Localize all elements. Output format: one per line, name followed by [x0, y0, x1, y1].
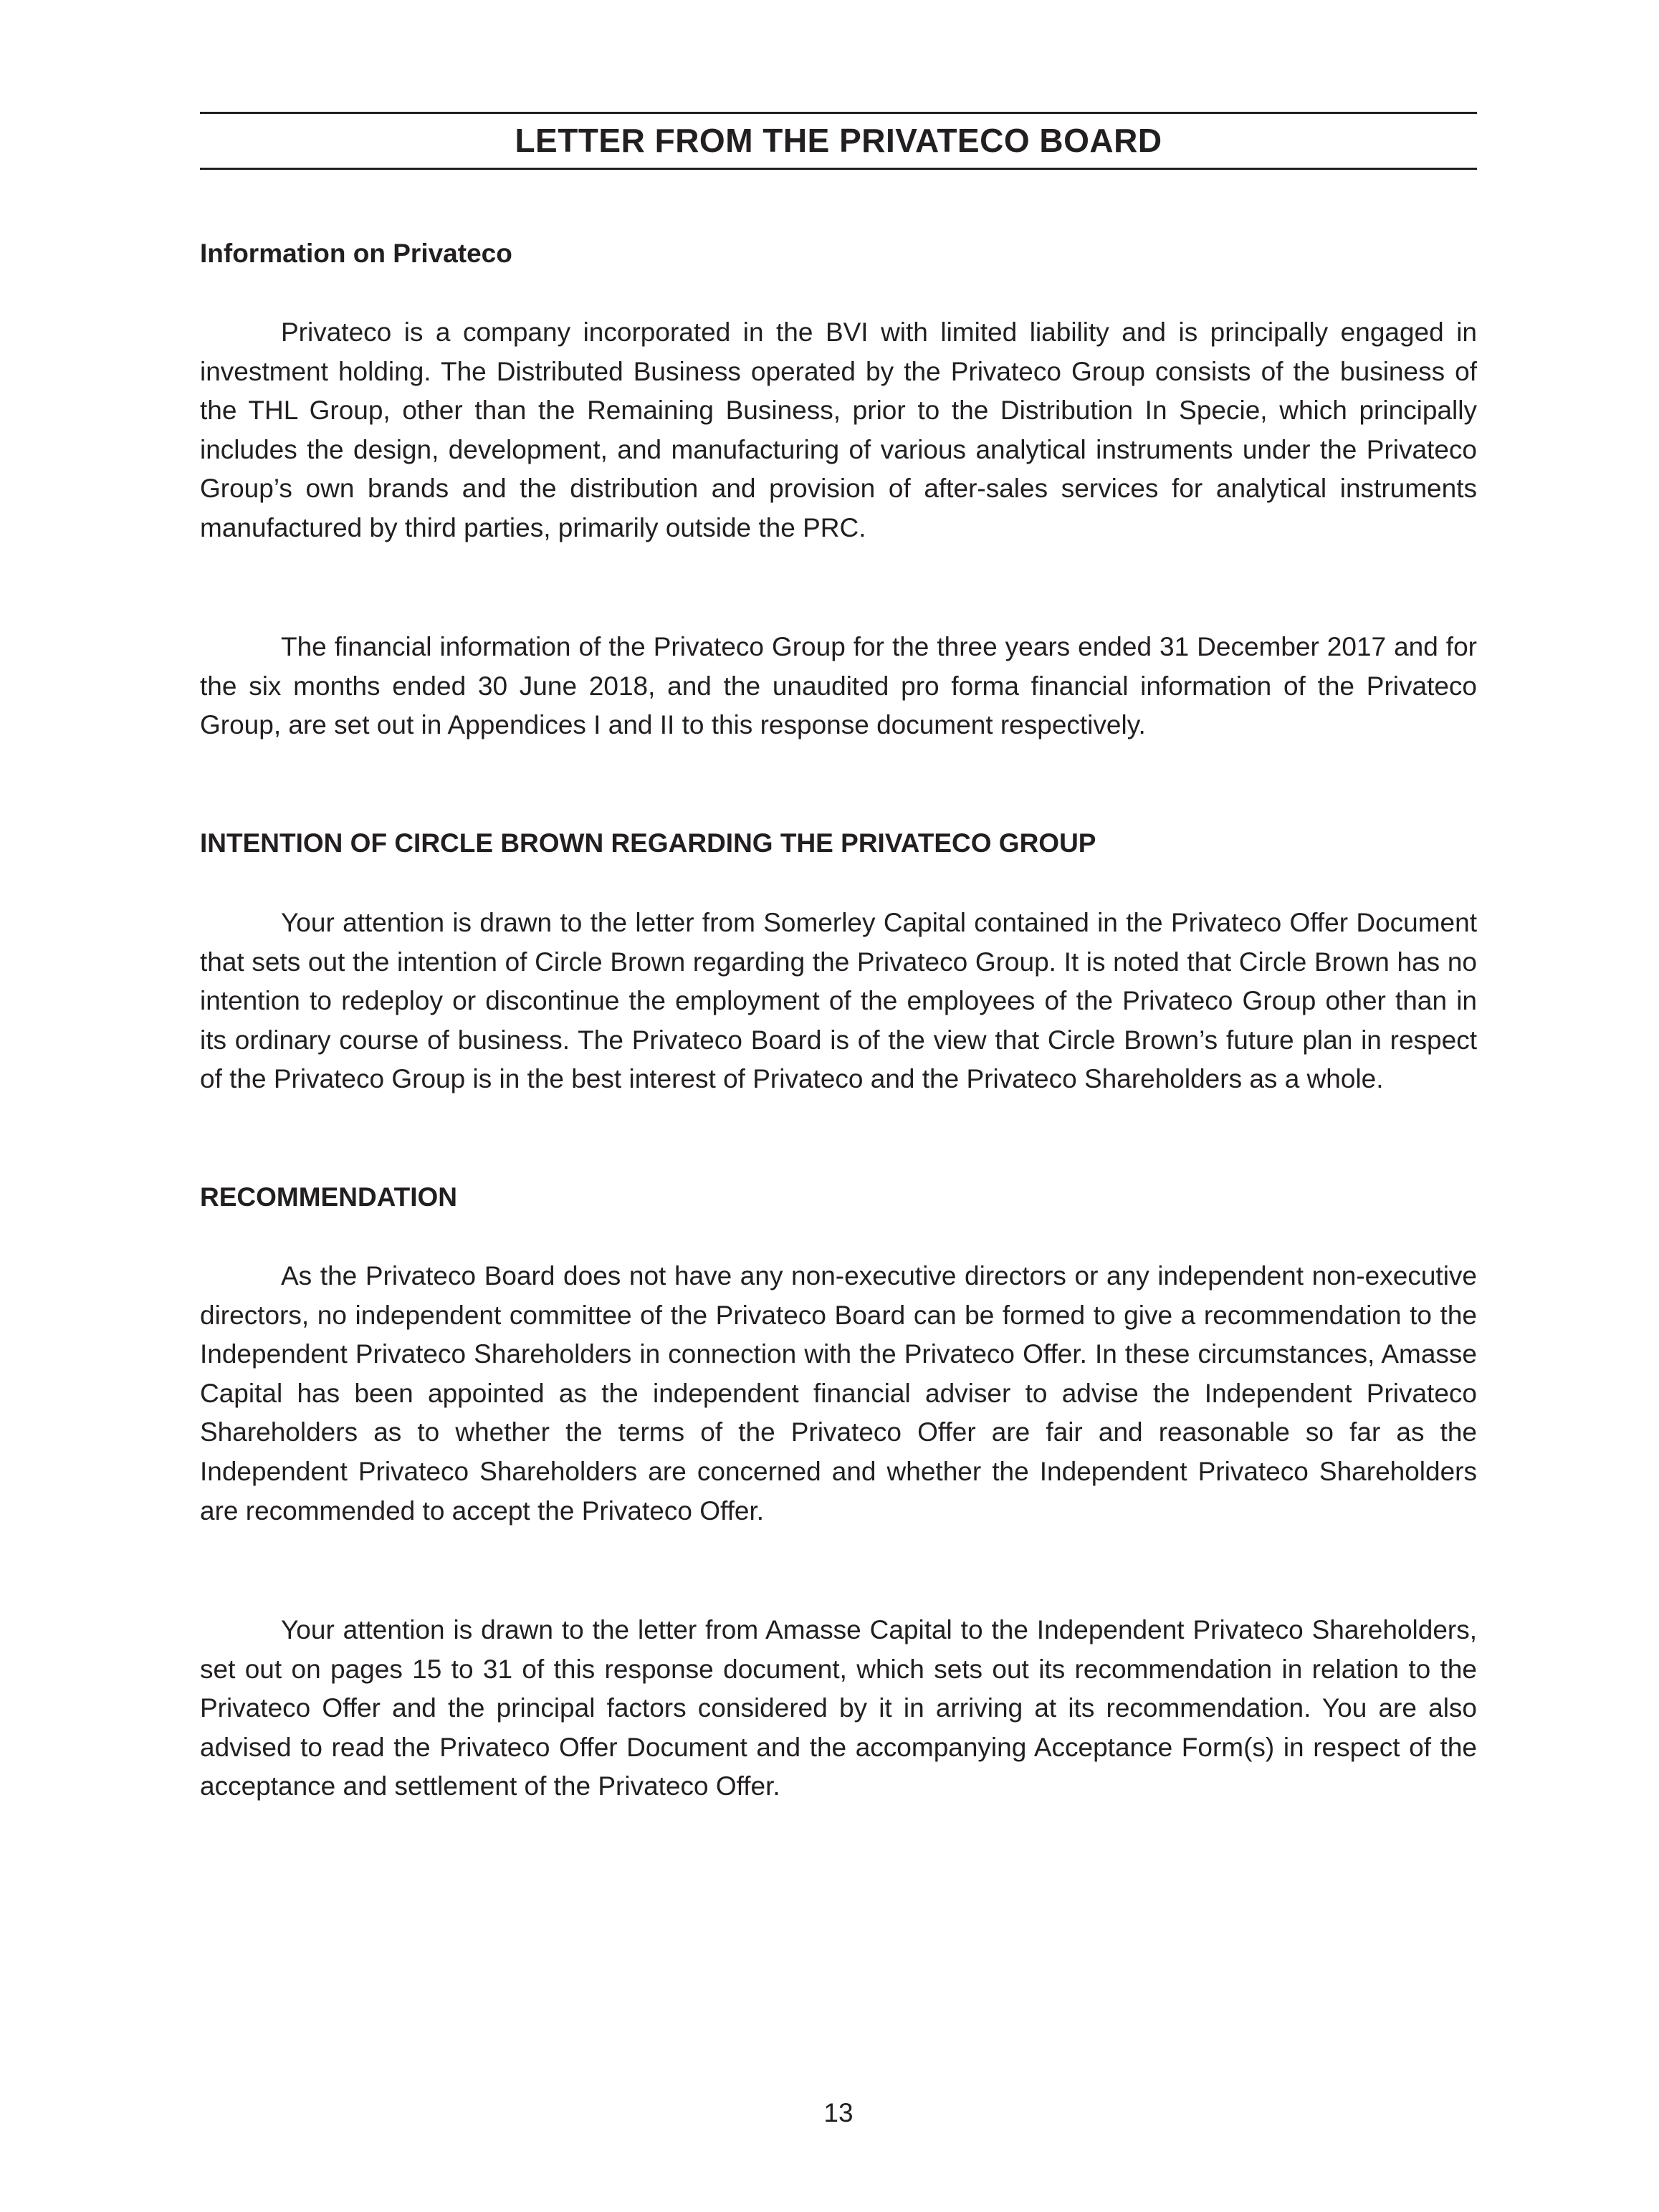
page-number: 13: [823, 2098, 854, 2127]
section-heading-intention-of-circle-brown: INTENTION OF CIRCLE BROWN REGARDING THE PRIVATECO GROUP: [200, 828, 1096, 858]
title-bottom-rule: [200, 168, 1477, 170]
section-heading-recommendation: RECOMMENDATION: [200, 1182, 458, 1212]
section-heading-information-on-privateco: Information on Privateco: [200, 239, 512, 268]
paragraph-independent-adviser: As the Privateco Board does not have any non-executive directors or any independent non-executive directors, no independent committee of the Privateco Board can be formed to give a recommendation to the Independent Privateco Shareholders in connection with the Privateco Offer. In these circumstances, Amasse Capital has been appointed as the independent financial adviser to advise the Independent Privateco Shareholders as to whether the terms of the Privateco Offer are fair and reasonable so far as the Independent Privateco Shareholders are concerned and whether the Independent Privateco Shareholders are recommended to accept the Privateco Offer.: [200, 1261, 1477, 1526]
paragraph-privateco-description: Privateco is a company incorporated in the BVI with limited liability and is principally engaged in investment holding. The Distributed Business operated by the Privateco Group consists of the business of the THL Group, other than the Remaining Business, prior to the Distribution In Specie, which principally includes the design, development, and manufacturing of various analytical instruments under the Privateco Group’s own brands and the distribution and provision of after-sales services for analytical instruments manufactured by third parties, primarily outside the PRC.: [200, 317, 1477, 542]
paragraph-financial-information: The financial information of the Privateco Group for the three years ended 31 December 2017 and for the six months ended 30 June 2018, and the unaudited pro forma financial information of the Privateco Group, are set out in Appendices I and II to this response document respectively.: [200, 632, 1477, 740]
page-title: LETTER FROM THE PRIVATECO BOARD: [515, 122, 1162, 159]
title-top-rule: [200, 112, 1477, 114]
paragraph-amasse-capital-letter: Your attention is drawn to the letter from Amasse Capital to the Independent Privateco Shareholders, set out on pages 15 to 31 of this response document, which sets out its recommendation in relation to the Privateco Offer and the principal factors considered by it in arriving at its recommendation. You are also advised to read the Privateco Offer Document and the accompanying Acceptance Form(s) in respect of the acceptance and settlement of the Privateco Offer.: [200, 1615, 1477, 1801]
paragraph-circle-brown-intention: Your attention is drawn to the letter from Somerley Capital contained in the Privateco Offer Document that sets out the intention of Circle Brown regarding the Privateco Group. It is noted that Circle Brown has no intention to redeploy or discontinue the employment of the employees of the Privateco Group other than in its ordinary course of business. The Privateco Board is of the view that Circle Brown’s future plan in respect of the Privateco Group is in the best interest of Privateco and the Privateco Shareholders as a whole.: [200, 908, 1477, 1094]
